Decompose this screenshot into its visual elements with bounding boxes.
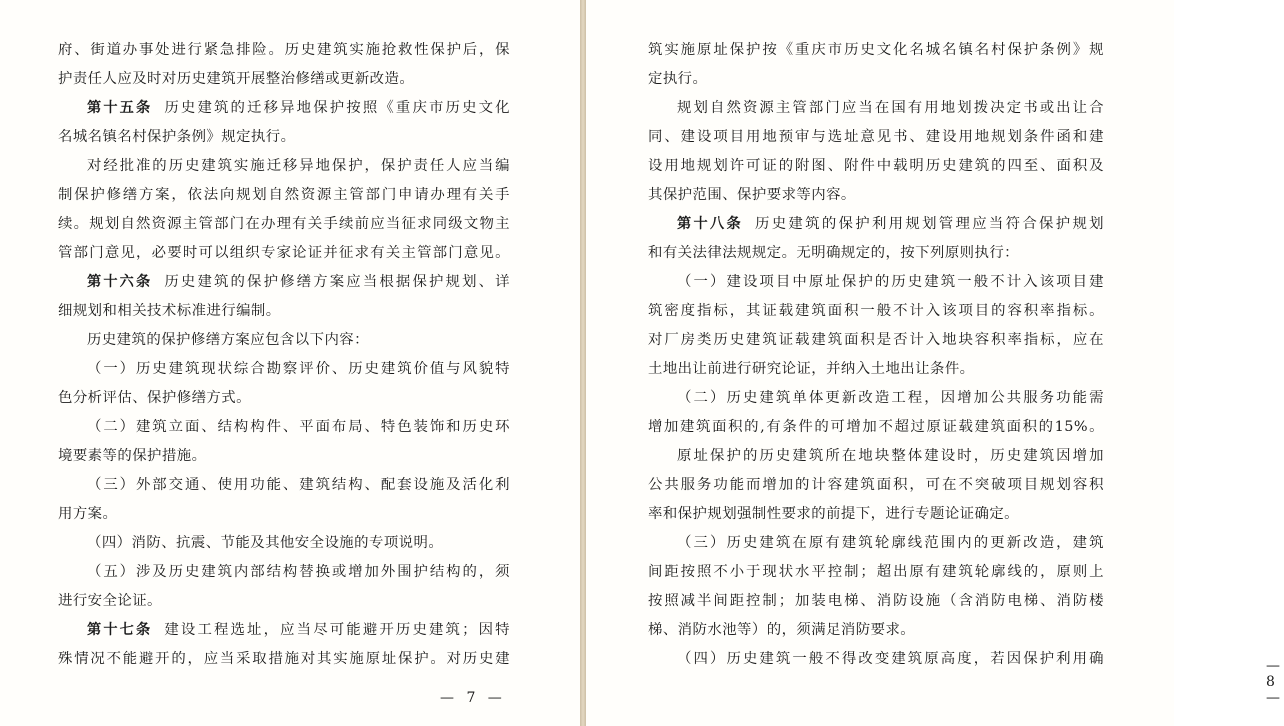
text-line: [58, 413, 510, 442]
line-text: （三）外部交通、使用功能、建筑结构、配套设施及活化利: [87, 477, 510, 493]
text-line: [58, 181, 510, 210]
line-text: 殊情况不能避开的，应当采取措施对其实施原址保护。对历史建: [58, 651, 510, 667]
text-line: [58, 616, 510, 645]
article-number: 第十五条: [87, 100, 153, 116]
text-line: [58, 355, 510, 384]
text-line: [648, 65, 1104, 94]
line-text: （四）历史建筑一般不得改变建筑原高度，若因保护利用确: [677, 651, 1104, 667]
text-line: [58, 239, 510, 268]
text-line: [58, 471, 510, 500]
line-text: （一）建设项目中原址保护的历史建筑一般不计入该项目建: [677, 274, 1104, 290]
text-line: [58, 587, 510, 616]
text-line: [648, 94, 1104, 123]
text-line: [648, 471, 1104, 500]
text-line: [58, 152, 510, 181]
text-line: [648, 616, 1104, 645]
line-text: 土地出让前进行研究论证，并纳入土地出让条件。: [648, 361, 975, 377]
line-text: 对经批准的历史建筑实施迁移异地保护，保护责任人应当编: [87, 158, 510, 174]
text-line: [58, 326, 510, 355]
text-line: [648, 355, 1104, 384]
line-text: 和有关法律法规规定。无明确规定的，按下列原则执行：: [648, 245, 1020, 261]
line-text: 定执行。: [648, 71, 708, 87]
text-line: [648, 239, 1104, 268]
line-text: （二）历史建筑单体更新改造工程，因增加公共服务功能需: [677, 390, 1104, 406]
page-number-left: — 7 —: [440, 690, 506, 706]
line-text: 管部门意见，必要时可以组织专家论证并征求有关主管部门意见。: [58, 245, 510, 261]
text-line: [648, 268, 1104, 297]
article-number: 第十六条: [87, 274, 153, 290]
article-number: 第十八条: [677, 216, 744, 232]
line-text: 府、街道办事处进行紧急排险。历史建筑实施抢救性保护后，保: [58, 42, 510, 58]
text-line: [648, 645, 1104, 674]
text-line: [58, 210, 510, 239]
line-text: 对厂房类历史建筑证载建筑面积是否计入地块容积率指标，应在: [648, 332, 1104, 348]
line-text: 建设工程选址，应当尽可能避开历史建筑；因特: [164, 622, 510, 638]
text-line: [648, 326, 1104, 355]
text-line: [58, 529, 510, 558]
line-text: （一）历史建筑现状综合勘察评价、历史建筑价值与风貌特: [87, 361, 510, 377]
line-text: 设用地规划许可证的附图、附件中载明历史建筑的四至、面积及: [648, 158, 1104, 174]
text-line: [58, 384, 510, 413]
line-text: 色分析评估、保护修缮方式。: [58, 390, 251, 406]
line-text: 历史建筑的保护利用规划管理应当符合保护规划: [755, 216, 1104, 232]
left-page: [0, 0, 580, 726]
text-line: [648, 210, 1104, 239]
line-text: 续。规划自然资源主管部门在办理有关手续前应当征求同级文物主: [58, 216, 510, 232]
line-text: 名城名镇名村保护条例》规定执行。: [58, 129, 296, 145]
line-text: 境要素等的保护措施。: [58, 448, 207, 464]
text-line: [58, 123, 510, 152]
line-text: 梯、消防水池等）的，须满足消防要求。: [648, 622, 916, 638]
line-text: 历史建筑的保护修缮方案应包含以下内容：: [87, 332, 369, 348]
text-line: [58, 297, 510, 326]
line-text: 其保护范围、保护要求等内容。: [648, 187, 856, 203]
line-text: 进行安全论证。: [58, 593, 162, 609]
line-text: （二）建筑立面、结构构件、平面布局、特色装饰和历史环: [87, 419, 510, 435]
line-text: 筑密度指标，其证载建筑面积一般不计入该项目的容积率指标。: [648, 303, 1104, 319]
line-text: 历史建筑的保护修缮方案应当根据保护规划、详: [164, 274, 510, 290]
text-line: [648, 297, 1104, 326]
text-line: [648, 181, 1104, 210]
text-line: [648, 36, 1104, 65]
line-text: 细规划和相关技术标准进行编制。: [58, 303, 281, 319]
line-text: （五）涉及历史建筑内部结构替换或增加外围护结构的，须: [87, 564, 510, 580]
text-line: [58, 500, 510, 529]
text-line: [648, 413, 1104, 442]
text-line: [648, 152, 1104, 181]
line-text: 制保护修缮方案，依法向规划自然资源主管部门申请办理有关手: [58, 187, 510, 203]
text-line: [648, 529, 1104, 558]
line-text: 按照减半间距控制；加装电梯、消防设施（含消防电梯、消防楼: [648, 593, 1104, 609]
line-text: 原址保护的历史建筑所在地块整体建设时，历史建筑因增加: [677, 448, 1104, 464]
text-line: [648, 123, 1104, 152]
line-text: 护责任人应及时对历史建筑开展整治修缮或更新改造。: [58, 71, 415, 87]
text-line: [58, 442, 510, 471]
line-text: 历史建筑的迁移异地保护按照《重庆市历史文化: [164, 100, 510, 116]
left-page-text: [58, 36, 510, 674]
line-text: 同、建设项目用地预审与选址意见书、建设用地规划条件函和建: [648, 129, 1104, 145]
right-page-text: [648, 36, 1104, 674]
line-text: （四）消防、抗震、节能及其他安全设施的专项说明。: [87, 535, 444, 551]
text-line: [648, 558, 1104, 587]
page-number-right: — 8 —: [1266, 658, 1284, 706]
text-line: [58, 36, 510, 65]
text-line: [58, 65, 510, 94]
text-line: [58, 558, 510, 587]
text-line: [648, 500, 1104, 529]
line-text: （三）历史建筑在原有建筑轮廓线范围内的更新改造，建筑: [677, 535, 1104, 551]
text-line: [58, 268, 510, 297]
text-line: [648, 587, 1104, 616]
line-text: 增加建筑面积的,有条件的可增加不超过原证载建筑面积的15%。: [648, 419, 1104, 435]
text-line: [648, 442, 1104, 471]
line-text: 率和保护规划强制性要求的前提下，进行专题论证确定。: [648, 506, 1020, 522]
article-number: 第十七条: [87, 622, 153, 638]
text-line: [58, 645, 510, 674]
line-text: 公共服务功能而增加的计容建筑面积，可在不突破项目规划容积: [648, 477, 1104, 493]
line-text: 用方案。: [58, 506, 118, 522]
right-page: [586, 0, 1284, 726]
text-line: [58, 94, 510, 123]
line-text: 规划自然资源主管部门应当在国有用地划拨决定书或出让合: [677, 100, 1104, 116]
text-line: [648, 384, 1104, 413]
line-text: 间距按照不小于现状水平控制；超出原有建筑轮廓线的，原则上: [648, 564, 1104, 580]
line-text: 筑实施原址保护按《重庆市历史文化名城名镇名村保护条例》规: [648, 42, 1104, 58]
